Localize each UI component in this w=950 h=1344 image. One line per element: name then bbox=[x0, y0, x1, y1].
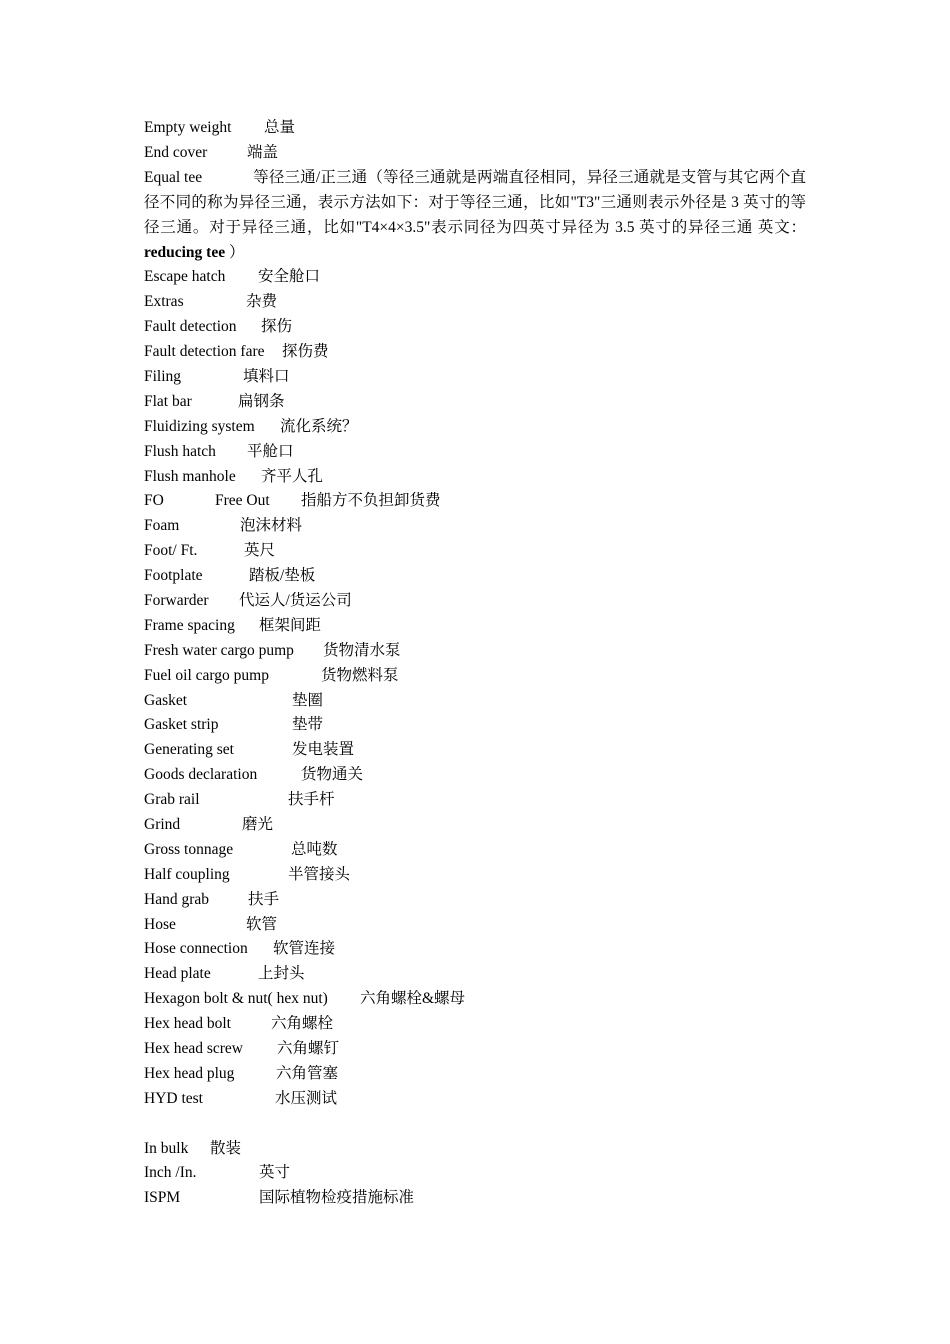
entry-term: Foam bbox=[144, 517, 180, 535]
glossary-entry bbox=[144, 415, 806, 440]
entry-term: Generating set bbox=[144, 741, 234, 759]
glossary-entry bbox=[144, 290, 806, 315]
entry-term: Flush hatch bbox=[144, 442, 216, 460]
glossary-entry bbox=[144, 340, 806, 365]
entry-meaning: 国际植物检疫措施标准 bbox=[259, 1189, 415, 1207]
glossary-entry bbox=[144, 913, 806, 938]
entry-meaning: 货物通关 bbox=[301, 766, 364, 784]
glossary-entry bbox=[144, 689, 806, 714]
entry-term: Hexagon bolt & nut( hex nut) bbox=[144, 990, 328, 1008]
glossary-entry bbox=[144, 589, 806, 614]
entry-term: Gasket bbox=[144, 691, 188, 709]
glossary-entry bbox=[144, 440, 806, 465]
entry-term: Fault detection bbox=[144, 318, 237, 336]
glossary-entry bbox=[144, 614, 806, 639]
entry-term: Goods declaration bbox=[144, 766, 258, 784]
entry-term: In bulk bbox=[144, 1139, 189, 1157]
entry-term: Flat bar bbox=[144, 392, 192, 410]
entry-term: Hose connection bbox=[144, 940, 248, 958]
glossary-entry bbox=[144, 987, 806, 1012]
glossary-entry bbox=[144, 539, 806, 564]
glossary-entry bbox=[144, 265, 806, 290]
entry-meaning: 货物清水泵 bbox=[323, 641, 401, 659]
entry-term: Flush manhole bbox=[144, 467, 236, 485]
glossary-entry bbox=[144, 1037, 806, 1062]
entry-term: Escape hatch bbox=[144, 268, 226, 286]
glossary-entry bbox=[144, 763, 806, 788]
glossary bbox=[144, 116, 806, 1211]
entry-term: Gasket strip bbox=[144, 716, 219, 734]
glossary-entry bbox=[144, 116, 806, 141]
entry-term: Fuel oil cargo pump bbox=[144, 666, 269, 684]
glossary-entry bbox=[144, 639, 806, 664]
entry-meaning: 探伤 bbox=[261, 318, 293, 336]
entry-meaning: 平舱口 bbox=[247, 442, 294, 460]
glossary-entry bbox=[144, 141, 806, 166]
glossary-entry bbox=[144, 489, 806, 514]
glossary-entry bbox=[144, 863, 806, 888]
entry-term: Foot/ Ft. bbox=[144, 542, 198, 560]
entry-meaning: 扶手杆 bbox=[288, 791, 335, 809]
entry-meaning: 代运人/货运公司 bbox=[239, 591, 352, 609]
glossary-entry bbox=[144, 564, 806, 589]
entry-term: Equal tee bbox=[144, 168, 203, 186]
blank-line bbox=[144, 1112, 806, 1137]
entry-meaning: 总量 bbox=[264, 119, 296, 136]
entry-close: ） bbox=[225, 243, 245, 261]
entry-term: Hose bbox=[144, 915, 176, 933]
glossary-entry bbox=[144, 937, 806, 962]
glossary-entry bbox=[144, 838, 806, 863]
glossary-entry bbox=[144, 664, 806, 689]
entry-term: Head plate bbox=[144, 965, 211, 983]
entry-meaning: 上封头 bbox=[258, 965, 305, 983]
entry-meaning: 等径三通/正三通（等径三通就是两端直径相同，异径三通就是支管与其它两个直径不同的称为异径三通，表示方法如下：对于等径三通，比如"T3"三通则表示外径是 3 英寸的等径三通。对于异径三通，比如"T4×4×3.5"表示同径为四英寸异径为 3.5 英寸的异径三通 英文： bbox=[144, 168, 806, 236]
glossary-entry bbox=[144, 514, 806, 539]
entry-meaning: 垫圈 bbox=[292, 691, 324, 709]
entry-meaning: 水压测试 bbox=[275, 1089, 338, 1107]
entry-term: Filing bbox=[144, 367, 182, 385]
glossary-entry bbox=[144, 1012, 806, 1037]
glossary-entry bbox=[144, 813, 806, 838]
entry-term: Empty weight bbox=[144, 119, 232, 136]
entry-meaning: 垫带 bbox=[292, 716, 324, 734]
entry-term: Footplate bbox=[144, 567, 203, 585]
entry-term: Hand grab bbox=[144, 890, 209, 908]
entry-term: Fault detection fare bbox=[144, 343, 265, 361]
glossary-entry bbox=[144, 365, 806, 390]
glossary-entry bbox=[144, 1137, 806, 1162]
entry-term: Forwarder bbox=[144, 591, 209, 609]
entry-term: ISPM bbox=[144, 1189, 181, 1207]
entry-meaning: 半管接头 bbox=[288, 865, 351, 883]
glossary-entry-equal-tee bbox=[144, 166, 806, 266]
entry-term: End cover bbox=[144, 143, 208, 161]
entry-term: Hex head screw bbox=[144, 1040, 243, 1058]
glossary-entry bbox=[144, 888, 806, 913]
entry-term: Hex head plug bbox=[144, 1064, 235, 1082]
glossary-entry bbox=[144, 315, 806, 340]
entry-meaning: 踏板/垫板 bbox=[249, 567, 316, 585]
entry-meaning: 散装 bbox=[210, 1139, 242, 1157]
entry-meaning: 软管连接 bbox=[273, 940, 336, 958]
glossary-entry bbox=[144, 788, 806, 813]
entry-meaning: 六角螺钉 bbox=[277, 1040, 340, 1058]
entry-meaning: 货物燃料泵 bbox=[321, 666, 399, 684]
entry-term: Hex head bolt bbox=[144, 1015, 231, 1033]
glossary-entry bbox=[144, 1186, 806, 1211]
entry-meaning: 六角螺栓 bbox=[271, 1015, 334, 1033]
entry-term: HYD test bbox=[144, 1089, 203, 1107]
entry-term: Gross tonnage bbox=[144, 840, 234, 858]
entry-meaning: 磨光 bbox=[242, 816, 274, 833]
glossary-entry bbox=[144, 962, 806, 987]
entry-meaning: 杂费 bbox=[246, 293, 278, 311]
entry-term: Fluidizing system bbox=[144, 417, 255, 435]
entry-meaning: 泡沫材料 bbox=[240, 517, 303, 535]
entry-term: FO bbox=[144, 492, 164, 510]
entry-term: Half coupling bbox=[144, 865, 230, 883]
entry-meaning: 扁钢条 bbox=[238, 392, 285, 410]
entry-meaning: 安全舱口 bbox=[258, 268, 321, 286]
entry-meaning: 六角管塞 bbox=[276, 1064, 339, 1082]
entry-term: Inch /In. bbox=[144, 1164, 197, 1182]
glossary-entry bbox=[144, 465, 806, 490]
entry-term: Grind bbox=[144, 816, 181, 833]
entry-meaning: 端盖 bbox=[247, 143, 279, 161]
glossary-entry bbox=[144, 1161, 806, 1186]
entry-meaning: 指船方不负担卸货费 bbox=[301, 492, 441, 510]
glossary-entry bbox=[144, 713, 806, 738]
entry-meaning: 探伤费 bbox=[282, 343, 329, 361]
entry-term: Grab rail bbox=[144, 791, 200, 809]
entry-meaning: 英寸 bbox=[259, 1164, 291, 1182]
glossary-entry bbox=[144, 1087, 806, 1112]
entry-meaning: 发电装置 bbox=[292, 741, 355, 759]
glossary-entry bbox=[144, 390, 806, 415]
entry-meaning: 框架间距 bbox=[259, 616, 322, 634]
entry-term: Fresh water cargo pump bbox=[144, 641, 294, 659]
entry-meaning: 填料口 bbox=[243, 367, 290, 385]
entry-meaning: 总吨数 bbox=[291, 840, 338, 858]
entry-meaning: 六角螺栓&螺母 bbox=[360, 990, 466, 1008]
entry-term: Extras bbox=[144, 293, 184, 311]
glossary-entry bbox=[144, 738, 806, 763]
entry-meaning: 软管 bbox=[246, 915, 278, 933]
glossary-entry bbox=[144, 1062, 806, 1087]
entry-meaning: 流化系统？ bbox=[280, 417, 358, 435]
entry-meaning: 英尺 bbox=[244, 542, 276, 560]
entry-extra: Free Out bbox=[215, 492, 270, 510]
entry-meaning: 齐平人孔 bbox=[261, 467, 324, 485]
entry-term: Frame spacing bbox=[144, 616, 235, 634]
entry-meaning: 扶手 bbox=[248, 890, 280, 908]
entry-english-term: reducing tee bbox=[144, 243, 226, 261]
